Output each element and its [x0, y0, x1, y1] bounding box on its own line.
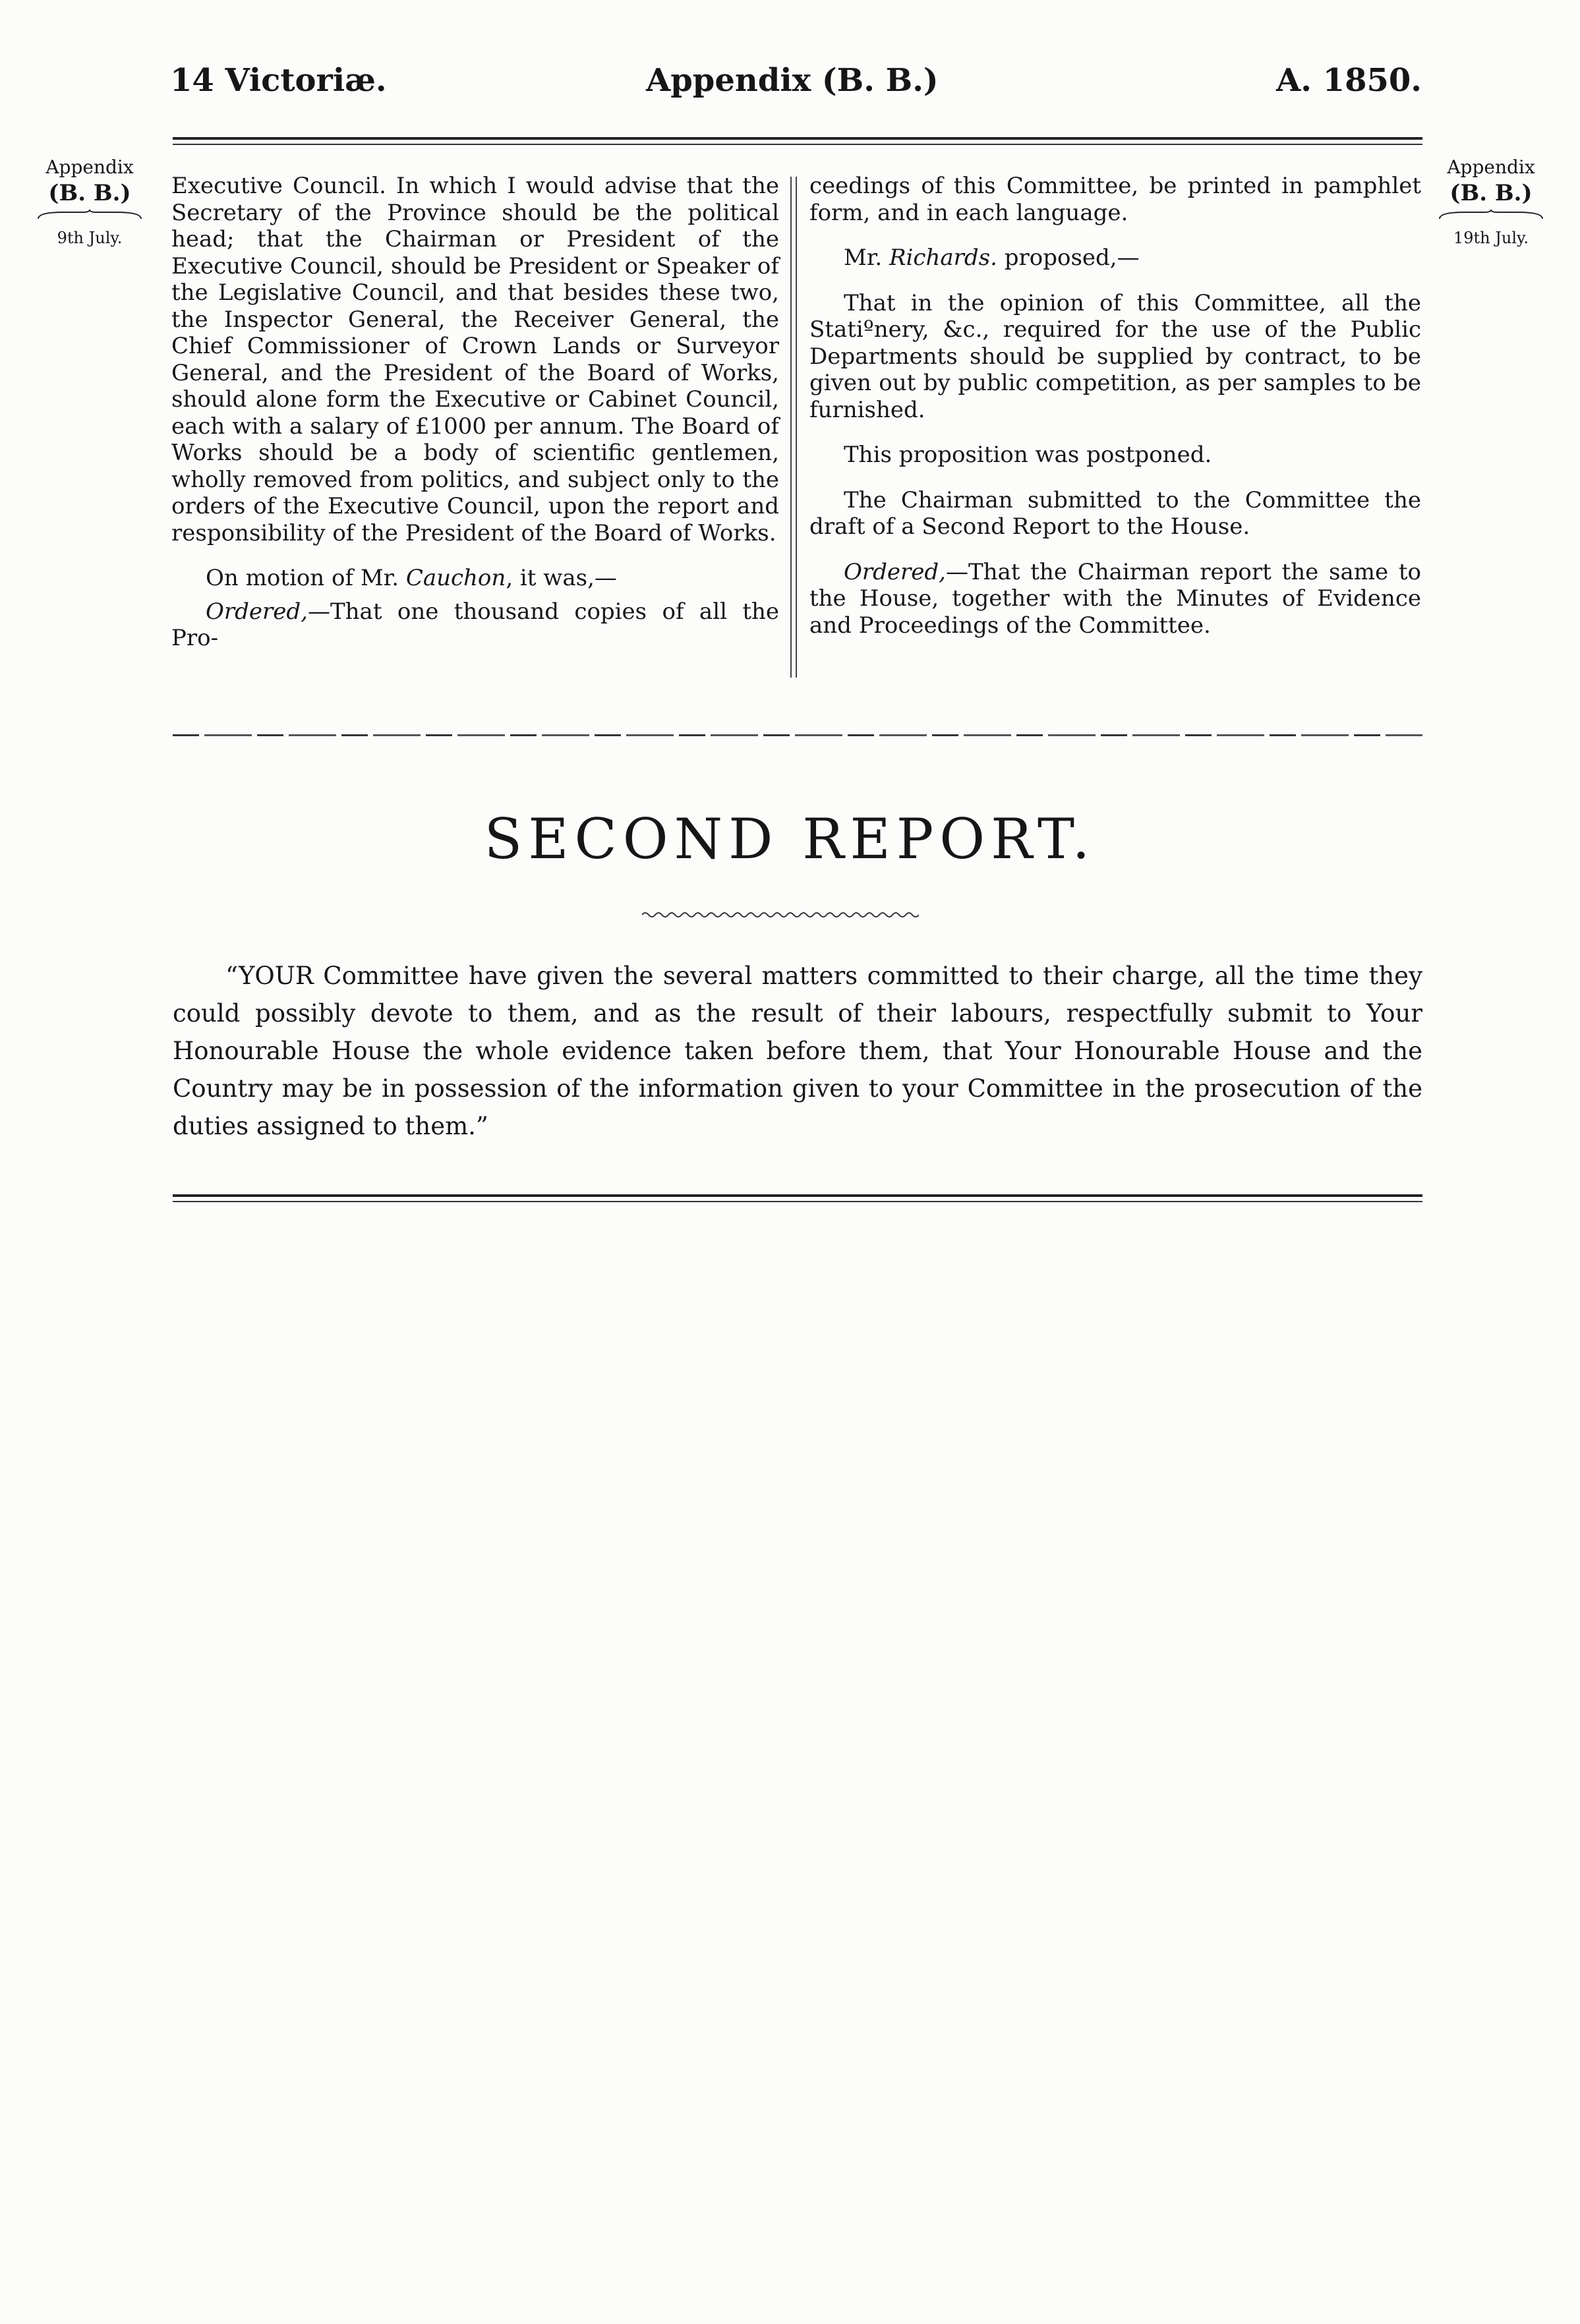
header-rule-thin	[173, 144, 1422, 145]
margin-note-right	[1425, 156, 1557, 249]
margin-left-brace-icon	[37, 210, 142, 220]
margin-left-date: 9th July.	[57, 229, 123, 247]
footer-rule-thin	[173, 1201, 1422, 1202]
left-para-executive-council: Executive Council. In which I would advise that the Secretary of the Province should be the political head; that the Chairman or President of the Executive Council, should be President or Speaker of the Legislative Council, and that besides these two, the Inspector General, the Receiver General, the Chief Commissioner of Crown Lands or Surveyor General, and the President of the Board of Works, should alone form the Executive or Cabinet Council, each with a salary of £1000 per annum. The Board of Works should be a body of scientific gentlemen, wholly removed from politics, and subject only to the orders of the Executive Council, upon the report and responsibility of the President of the Board of Works.	[171, 173, 779, 546]
report-body: “YOUR Committee have given the several matters committed to their charge, all the time they could possibly devote to them, and as the result of their labours, respectfully submit to Your Honourable House the whole evidence taken before them, that Your Honourable House and the Country may be in possession of the information given to your Committee in the prosecution of the duties assigned to them.”	[173, 962, 1422, 1140]
margin-right-appendix: Appendix	[1447, 156, 1535, 178]
proposed-prefix: Mr.	[844, 245, 889, 271]
right-ordered-text: —That the Chairman report the same to the House, together with the Minutes of Evidence and Proceedings of the Committee.	[809, 558, 1421, 639]
left-para-ordered	[171, 598, 779, 652]
proposed-name: Richards.	[889, 245, 997, 271]
header-session: 14 Victoriæ.	[170, 62, 387, 99]
title-ornament-icon	[642, 910, 919, 920]
header-rule-thick	[173, 137, 1422, 140]
report-title: SECOND REPORT.	[484, 807, 1096, 871]
margin-note-left	[24, 156, 156, 249]
motion-name: Cauchon	[405, 565, 506, 591]
right-para-ordered	[809, 559, 1421, 639]
section-separator-rule	[173, 734, 1422, 736]
right-para-proposed	[809, 245, 1421, 272]
right-ordered-label: Ordered,	[844, 558, 946, 585]
header-year: A. 1850.	[1276, 62, 1422, 99]
margin-right-date: 19th July.	[1453, 229, 1529, 247]
header-appendix: Appendix (B. B.)	[646, 62, 939, 99]
left-ordered-label: Ordered,	[206, 598, 308, 625]
right-para-submitted: The Chairman submitted to the Committee the draft of a Second Report to the House.	[809, 486, 1421, 540]
motion-prefix: On motion of Mr.	[206, 565, 406, 591]
right-para-opinion: That in the opinion of this Committee, all the Statiºnery, &c., required for the use of the Public Departments should be supplied by contract, to be given out by public competition, as per samples to be furnished.	[809, 289, 1421, 423]
margin-left-appendix: Appendix	[45, 156, 134, 178]
margin-right-brace-icon	[1438, 210, 1544, 220]
right-column	[809, 173, 1421, 639]
right-para-postponed: This proposition was postponed.	[844, 442, 1212, 468]
left-para-motion	[171, 565, 779, 592]
left-column	[171, 173, 779, 652]
right-para-continuation: ceedings of this Committee, be printed in pamphlet form, and in each language.	[809, 173, 1421, 226]
margin-right-bb: (B. B.)	[1449, 180, 1533, 206]
margin-left-bb: (B. B.)	[48, 180, 131, 206]
motion-suffix: , it was,—	[506, 565, 617, 591]
proposed-suffix: proposed,—	[997, 245, 1140, 271]
left-ordered-text: —That one thousand copies of all the Pro-	[171, 598, 779, 651]
footer-rule-thick	[173, 1194, 1422, 1197]
